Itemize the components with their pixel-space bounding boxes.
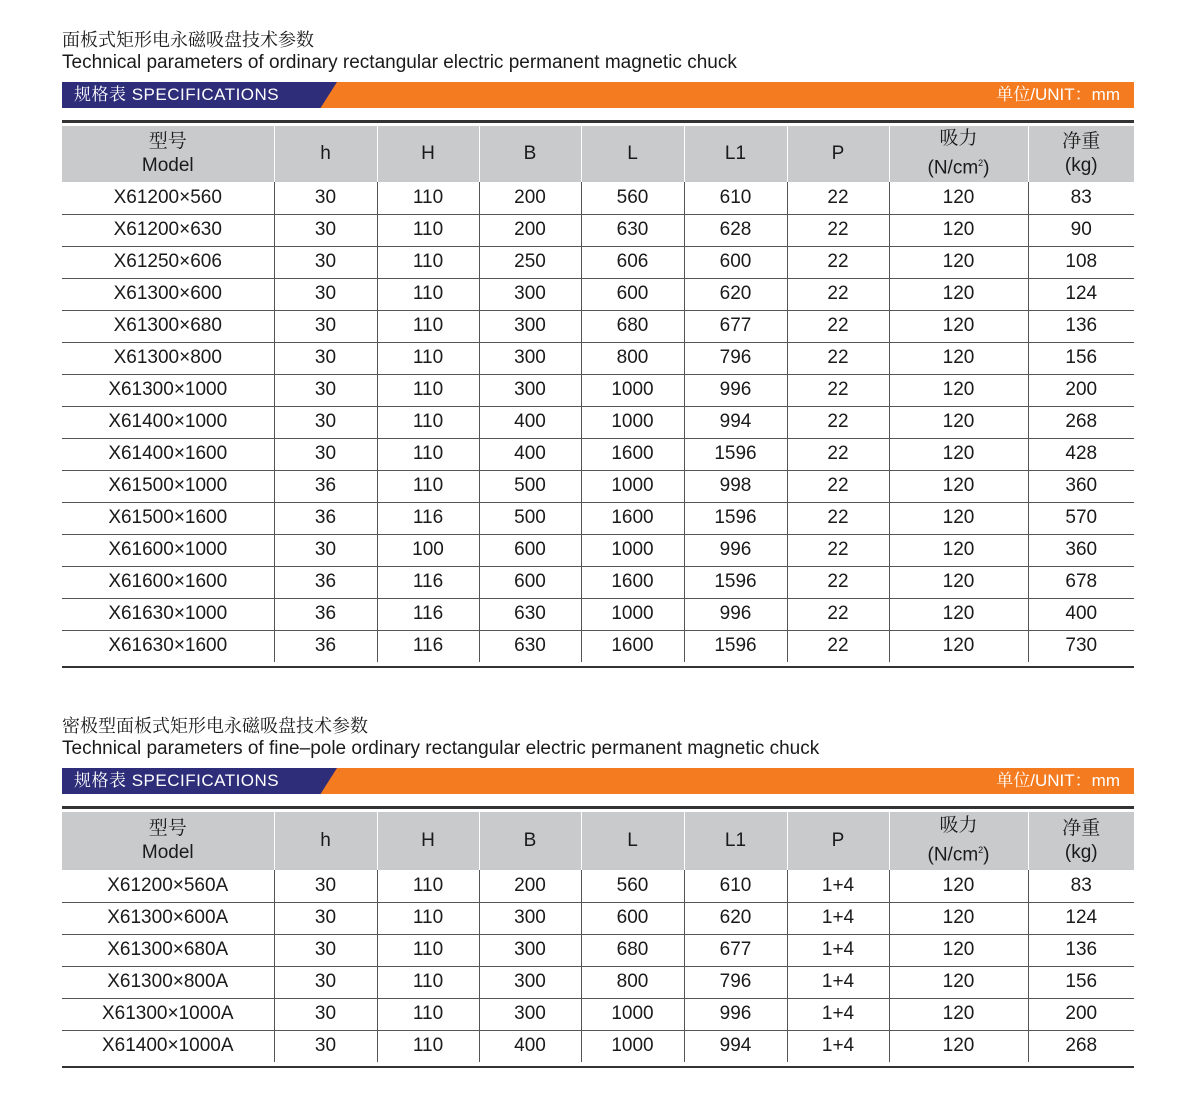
table-cell: 400 <box>1028 598 1134 630</box>
table-cell: 120 <box>889 598 1028 630</box>
table-cell: 1600 <box>581 566 684 598</box>
table-cell: 428 <box>1028 438 1134 470</box>
table-cell: 156 <box>1028 342 1134 374</box>
section-title-cn: 面板式矩形电永磁吸盘技术参数 <box>62 30 314 51</box>
table-cell: 300 <box>479 934 581 966</box>
table-cell: 116 <box>377 598 479 630</box>
table-cell: X61630×1600 <box>108 635 228 657</box>
table-cell: 120 <box>889 438 1028 470</box>
table-cell: 120 <box>889 966 1028 998</box>
table-cell: 30 <box>274 310 377 342</box>
table-cell: 110 <box>377 902 479 934</box>
table-row <box>62 934 1134 966</box>
header-L1: L1 <box>684 126 787 182</box>
table-cell: 22 <box>787 310 889 342</box>
table-cell: 90 <box>1028 214 1134 246</box>
table-row <box>62 182 1134 214</box>
table-cell: 1600 <box>581 502 684 534</box>
table-cell: 610 <box>684 182 787 214</box>
table-cell: 1000 <box>581 406 684 438</box>
table-cell: 300 <box>479 902 581 934</box>
table-cell: 400 <box>479 406 581 438</box>
table-cell: 600 <box>581 278 684 310</box>
table-cell: 136 <box>1028 934 1134 966</box>
table-cell: 610 <box>684 870 787 902</box>
table-cell: 100 <box>377 534 479 566</box>
table-cell: 300 <box>479 966 581 998</box>
table-cell: 996 <box>684 534 787 566</box>
table-cell: 400 <box>479 1030 581 1062</box>
table-cell: 136 <box>1028 310 1134 342</box>
table-cell: 22 <box>787 566 889 598</box>
table-cell: 994 <box>684 1030 787 1062</box>
table-cell: 678 <box>1028 566 1134 598</box>
table-row <box>62 214 1134 246</box>
table-header-row <box>62 812 1134 870</box>
table-cell: 1+4 <box>787 1030 889 1062</box>
table-cell: 116 <box>377 630 479 662</box>
table-cell: 36 <box>274 566 377 598</box>
table-cell: 22 <box>787 470 889 502</box>
table-cell: 30 <box>274 214 377 246</box>
table-cell: 1000 <box>581 534 684 566</box>
table-row <box>62 342 1134 374</box>
table-cell: 30 <box>274 278 377 310</box>
table-cell: 30 <box>274 870 377 902</box>
table-cell: 630 <box>581 214 684 246</box>
table-cell: 500 <box>479 470 581 502</box>
table-cell: X61300×680A <box>62 934 274 966</box>
header-model: 型号 Model <box>62 126 274 182</box>
table-header-row <box>62 126 1134 182</box>
section-ordinary <box>62 30 1134 668</box>
header-P: P <box>787 126 889 182</box>
table-cell: X61500×1600 <box>62 502 274 534</box>
table-cell: 110 <box>377 182 479 214</box>
header-force: 吸力 $(N/cm^2)$ <box>889 126 1028 182</box>
table-cell: X61300×680 <box>62 310 274 342</box>
spec-bar <box>62 82 1134 108</box>
table-cell: 600 <box>479 566 581 598</box>
table-cell: 680 <box>581 310 684 342</box>
table-cell: 620 <box>684 902 787 934</box>
table-cell: 110 <box>377 438 479 470</box>
table-cell: 110 <box>377 246 479 278</box>
table-cell: 268 <box>1028 1030 1134 1062</box>
table-cell: 30 <box>274 438 377 470</box>
table-cell: 120 <box>889 566 1028 598</box>
table-cell: 120 <box>889 214 1028 246</box>
table-cell: 300 <box>479 310 581 342</box>
table-cell: 124 <box>1028 902 1134 934</box>
table-cell: 22 <box>787 278 889 310</box>
table-cell: 120 <box>889 310 1028 342</box>
table-cell: 1000 <box>581 598 684 630</box>
section-title-en: Technical parameters of fine–pole ordinary rectangular electric permanent magnetic chuck <box>62 738 820 759</box>
header-L1: L1 <box>684 812 787 870</box>
header-L: L <box>581 812 684 870</box>
table-row <box>62 870 1134 902</box>
header-weight: 净重 (kg) <box>1028 126 1134 182</box>
table-cell: X61400×1600 <box>62 438 274 470</box>
table-cell: X61600×1000 <box>62 534 274 566</box>
header-P: P <box>787 812 889 870</box>
header-weight: 净重 (kg) <box>1028 812 1134 870</box>
table-cell: 120 <box>889 278 1028 310</box>
table-cell: 36 <box>274 502 377 534</box>
table-cell: X61400×1000 <box>62 406 274 438</box>
table-cell: 120 <box>889 246 1028 278</box>
table-cell: 22 <box>787 182 889 214</box>
table-cell: 110 <box>377 934 479 966</box>
table-row <box>62 534 1134 566</box>
table-cell: X61400×1000A <box>101 1035 234 1057</box>
table-cell: 30 <box>274 246 377 278</box>
header-B: B <box>479 812 581 870</box>
table-cell: 796 <box>684 342 787 374</box>
table-cell: 200 <box>479 182 581 214</box>
table-row <box>62 966 1134 998</box>
table-cell: 570 <box>1028 502 1134 534</box>
table-cell: 120 <box>889 534 1028 566</box>
table-cell: 600 <box>581 902 684 934</box>
spec-label: 规格表 SPECIFICATIONS <box>74 771 280 790</box>
table-row <box>62 566 1134 598</box>
table-cell: 606 <box>581 246 684 278</box>
table-cell: 124 <box>1028 278 1134 310</box>
table-cell: X61630×1000 <box>62 598 274 630</box>
table-cell: 22 <box>787 630 889 662</box>
table-cell: 300 <box>479 278 581 310</box>
section-fine-pole <box>62 716 1134 1068</box>
table-cell: 83 <box>1028 870 1134 902</box>
table-cell: 30 <box>274 406 377 438</box>
table-cell: 22 <box>787 502 889 534</box>
table-cell: 300 <box>479 998 581 1030</box>
table-cell: 120 <box>889 342 1028 374</box>
table-body <box>62 182 1134 662</box>
table-row <box>62 998 1134 1030</box>
table-cell: 677 <box>684 934 787 966</box>
spec-table <box>62 126 1134 662</box>
table-cell: 110 <box>377 870 479 902</box>
table-cell: 800 <box>581 342 684 374</box>
table-row <box>62 246 1134 278</box>
table-cell: 110 <box>377 278 479 310</box>
table-cell: 36 <box>274 470 377 502</box>
table-cell: 110 <box>377 1030 479 1062</box>
table-cell: 360 <box>1028 470 1134 502</box>
table-row <box>62 470 1134 502</box>
table-cell: 120 <box>889 470 1028 502</box>
table-cell: 30 <box>274 902 377 934</box>
table-cell: 30 <box>274 374 377 406</box>
table-cell: 22 <box>787 534 889 566</box>
table-cell: 1+4 <box>787 998 889 1030</box>
table-cell: 36 <box>274 630 377 662</box>
table-cell: 1000 <box>581 1030 684 1062</box>
table-cell: 600 <box>684 246 787 278</box>
table-cell: 30 <box>274 998 377 1030</box>
table-cell: X61300×1000 <box>62 374 274 406</box>
table-cell: X61300×1000A <box>62 998 274 1030</box>
table-cell: X61200×560A <box>62 870 274 902</box>
table-row <box>62 630 1134 662</box>
table-cell: 120 <box>889 406 1028 438</box>
table-row <box>62 902 1134 934</box>
table-cell: 120 <box>889 182 1028 214</box>
table-cell: 22 <box>787 342 889 374</box>
spec-table <box>62 812 1134 1062</box>
table-cell: 628 <box>684 214 787 246</box>
table-cell: X61250×606 <box>62 246 274 278</box>
header-H: H <box>377 812 479 870</box>
table-body <box>62 870 1134 1062</box>
table-cell: 110 <box>377 406 479 438</box>
spec-label: 规格表 SPECIFICATIONS <box>74 85 280 104</box>
table-cell: 996 <box>684 374 787 406</box>
table-cell: X61300×600 <box>62 278 274 310</box>
table-cell: 116 <box>377 502 479 534</box>
header-force: 吸力 $(N/cm^2)$ <box>889 812 1028 870</box>
table-cell: 996 <box>684 598 787 630</box>
table-cell: 110 <box>377 470 479 502</box>
table-cell: 22 <box>787 246 889 278</box>
table-cell: 400 <box>479 438 581 470</box>
table-cell: 630 <box>479 630 581 662</box>
table-cell: 120 <box>889 1030 1028 1062</box>
table-cell: 110 <box>377 342 479 374</box>
table-cell: 1600 <box>581 630 684 662</box>
table-row <box>62 502 1134 534</box>
table-cell: 1+4 <box>787 966 889 998</box>
table-cell: 30 <box>274 966 377 998</box>
table-cell: 560 <box>581 182 684 214</box>
table-cell: 36 <box>274 598 377 630</box>
table-cell: 200 <box>479 870 581 902</box>
table-cell: 30 <box>274 182 377 214</box>
section-title-en: Technical parameters of ordinary rectangular electric permanent magnetic chuck <box>62 52 737 73</box>
table-cell: X61300×600A <box>62 902 274 934</box>
section-title-cn: 密极型面板式矩形电永磁吸盘技术参数 <box>62 716 368 737</box>
table-cell: 116 <box>377 566 479 598</box>
header-L: L <box>581 126 684 182</box>
table-cell: X61500×1000 <box>62 470 274 502</box>
table-cell: 120 <box>889 934 1028 966</box>
table-row <box>62 1030 1134 1062</box>
table-cell: 120 <box>889 374 1028 406</box>
table-cell: 120 <box>889 502 1028 534</box>
table-cell: 110 <box>377 966 479 998</box>
table-cell: 796 <box>684 966 787 998</box>
table-cell: 22 <box>787 438 889 470</box>
table-cell: 600 <box>479 534 581 566</box>
table-cell: X61300×800A <box>62 966 274 998</box>
table-cell: 250 <box>479 246 581 278</box>
table-cell: 22 <box>787 214 889 246</box>
table-cell: X61600×1600 <box>62 566 274 598</box>
table-cell: 1596 <box>684 438 787 470</box>
table-cell: 677 <box>684 310 787 342</box>
table-bottom-rule <box>62 666 1134 668</box>
table-cell: X61200×630 <box>62 214 274 246</box>
table-cell: 22 <box>787 406 889 438</box>
table-row <box>62 310 1134 342</box>
table-cell: 22 <box>787 374 889 406</box>
header-model: 型号 Model <box>62 812 274 870</box>
table-cell: 730 <box>1028 630 1134 662</box>
table-cell: X61300×800 <box>62 342 274 374</box>
table-cell: 630 <box>479 598 581 630</box>
table-row <box>62 406 1134 438</box>
table-cell: 1+4 <box>787 902 889 934</box>
unit-label: 单位/UNIT：mm <box>996 771 1120 790</box>
table-cell: 560 <box>581 870 684 902</box>
table-cell: 110 <box>377 214 479 246</box>
table-cell: 30 <box>274 342 377 374</box>
table-cell: 994 <box>684 406 787 438</box>
header-h: h <box>274 812 377 870</box>
table-cell: 500 <box>479 502 581 534</box>
table-row <box>62 598 1134 630</box>
table-cell: 108 <box>1028 246 1134 278</box>
table-row <box>62 278 1134 310</box>
table-cell: 30 <box>274 934 377 966</box>
table-cell: 300 <box>479 374 581 406</box>
table-cell: 110 <box>377 998 479 1030</box>
table-cell: 360 <box>1028 534 1134 566</box>
table-cell: 1596 <box>684 630 787 662</box>
table-cell: 268 <box>1028 406 1134 438</box>
table-cell: 22 <box>787 598 889 630</box>
table-row <box>62 438 1134 470</box>
table-cell: 1596 <box>684 566 787 598</box>
table-cell: 1+4 <box>787 934 889 966</box>
header-h: h <box>274 126 377 182</box>
table-cell: 110 <box>377 374 479 406</box>
table-cell: 120 <box>889 630 1028 662</box>
table-cell: 800 <box>581 966 684 998</box>
table-cell: 1596 <box>684 502 787 534</box>
table-cell: 120 <box>889 998 1028 1030</box>
table-cell: X61200×560 <box>62 182 274 214</box>
table-cell: 110 <box>377 310 479 342</box>
table-cell: 1+4 <box>787 870 889 902</box>
table-cell: 200 <box>479 214 581 246</box>
table-cell: 998 <box>684 470 787 502</box>
table-row <box>62 374 1134 406</box>
table-cell: 83 <box>1028 182 1134 214</box>
table-bottom-rule <box>62 1066 1134 1068</box>
table-cell: 620 <box>684 278 787 310</box>
table-cell: 1600 <box>581 438 684 470</box>
table-cell: 120 <box>889 902 1028 934</box>
header-H: H <box>377 126 479 182</box>
table-cell: 300 <box>479 342 581 374</box>
table-cell: 200 <box>1028 998 1134 1030</box>
table-cell: 120 <box>889 870 1028 902</box>
table-cell: 30 <box>274 534 377 566</box>
table-cell: 30 <box>274 1030 377 1062</box>
table-cell: 1000 <box>581 374 684 406</box>
table-cell: 200 <box>1028 374 1134 406</box>
table-cell: 996 <box>684 998 787 1030</box>
table-cell: 680 <box>581 934 684 966</box>
table-cell: 1000 <box>581 470 684 502</box>
table-cell: 156 <box>1028 966 1134 998</box>
table-cell: 1000 <box>581 998 684 1030</box>
spec-bar <box>62 768 1134 794</box>
unit-label: 单位/UNIT：mm <box>996 85 1120 104</box>
header-B: B <box>479 126 581 182</box>
